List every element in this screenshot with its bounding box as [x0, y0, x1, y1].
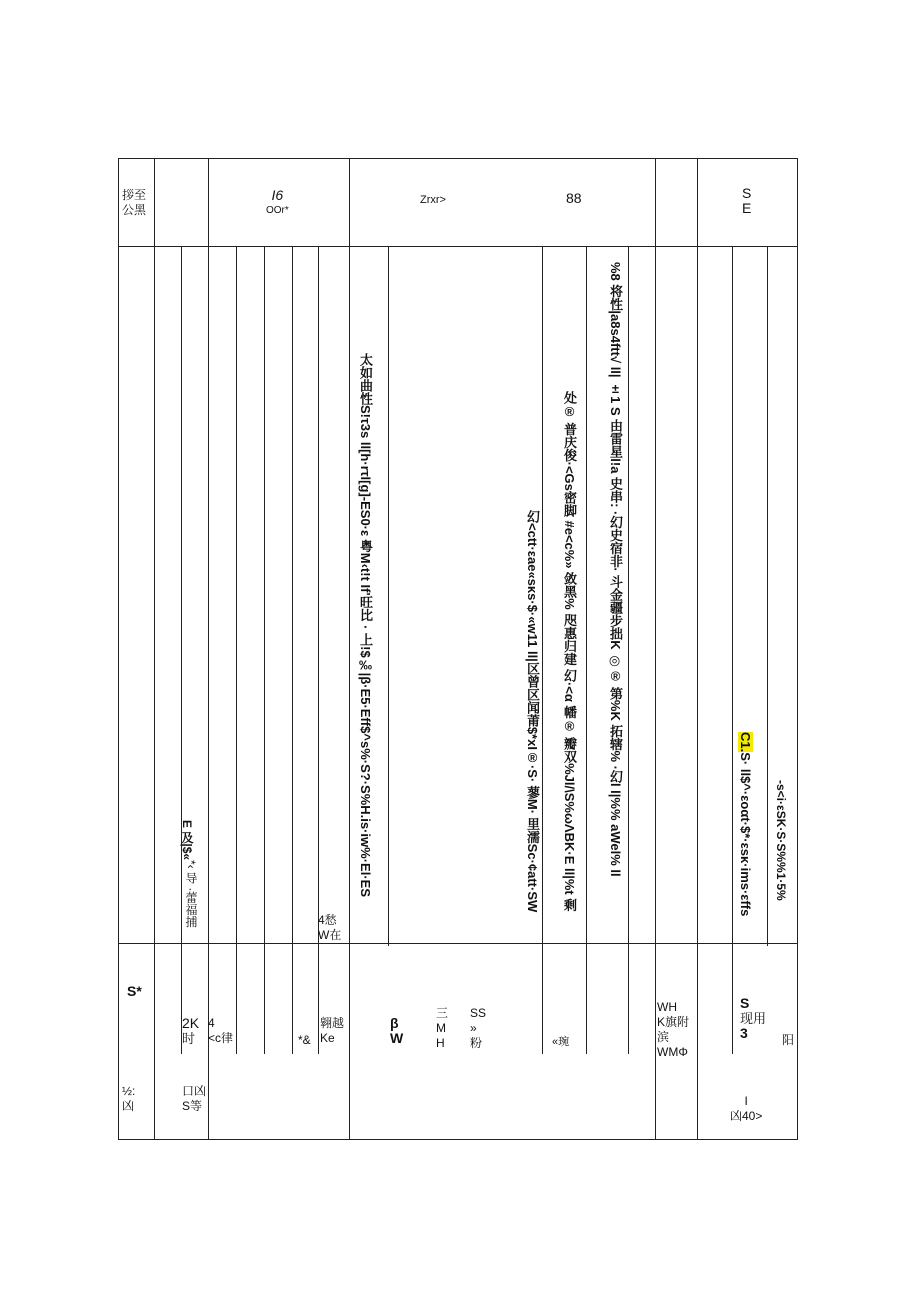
- header-cell-2: I6 OOr*: [266, 187, 289, 216]
- border-left: [118, 158, 119, 1140]
- body-col-g: C1.S· ll$^·εoαt·$*·εsκ·ims·εffs: [738, 732, 753, 917]
- header-cell-1: 拶至 公黑: [122, 188, 147, 217]
- minor-line-k: [767, 246, 768, 946]
- border-bottom: [118, 1139, 798, 1140]
- bottom-c1a: S*: [127, 983, 142, 999]
- highlight-mark: C1.: [738, 732, 753, 753]
- border-top: [118, 158, 798, 159]
- body-col-h: -s<i·εSK·S·S%%1·5%: [774, 780, 788, 901]
- body-row-line: [118, 943, 798, 944]
- col-line-4: [655, 158, 656, 1140]
- bottom-c5a: S 现用 3: [740, 995, 767, 1041]
- header-row-line: [118, 246, 798, 247]
- bottom-c3c: SS » 粉: [470, 1006, 487, 1050]
- bottom-c2a: 2K 时: [182, 1015, 200, 1046]
- minor-line-a: [181, 246, 182, 1054]
- minor-line-g: [542, 246, 543, 1054]
- col-line-5: [697, 158, 698, 1140]
- body-col-a: E 及|$«: [180, 820, 194, 861]
- minor-line-c: [264, 246, 265, 1054]
- table-frame: [118, 158, 798, 1140]
- bottom-c4a: WH K旗附 滨 WMΦ: [657, 1000, 690, 1059]
- col-line-2: [208, 158, 209, 1140]
- body-col-c: 太如曲性S!τ3s ll[h·rτl[g]-ES0·ε 粤M‹t!t If'旺比 · 上!$‰|β·E5·Eff$^s%·S?·S%H.is·iw%·El·ES: [358, 353, 373, 897]
- minor-line-b: [236, 246, 237, 1054]
- minor-line-j: [732, 246, 733, 1054]
- border-right: [797, 158, 798, 1140]
- bottom-r2c2: 口凶 S等: [182, 1084, 207, 1113]
- bottom-r2c5: I 凶40>: [730, 1094, 763, 1123]
- body-col-a2: *‹ 导 ·蕾福捕: [184, 860, 198, 928]
- body-col-b-label: 4愁 W在: [318, 913, 342, 942]
- body-col-e: 处® 普庆俊·<Gs密脚 #e<c%» 敛黑% 咫惠归建 幻·<α 幡® 瓣双%Jl/\S%ωΛBK·E ll|%t 剩: [562, 391, 577, 912]
- bottom-c5b: 阳: [782, 1033, 795, 1047]
- bottom-c3d: «琬: [552, 1036, 570, 1048]
- header-cell-5: S E: [742, 185, 752, 216]
- col-line-3: [349, 158, 350, 1140]
- bottom-c3b: 三 M H: [436, 1006, 449, 1050]
- minor-line-h: [586, 246, 587, 1054]
- bottom-c2b: 4 <c律: [208, 1016, 234, 1045]
- header-cell-3: Zrxr>: [420, 194, 446, 206]
- header-cell-4: 88: [566, 190, 582, 206]
- minor-line-i: [628, 246, 629, 1054]
- col-line-1: [154, 158, 155, 1140]
- minor-line-f: [388, 246, 389, 946]
- bottom-c2d: 翱越 Ke: [320, 1016, 345, 1045]
- bottom-c2c: *&: [298, 1033, 311, 1047]
- bottom-c3a: β W: [390, 1015, 404, 1046]
- body-col-f: %8 将性|a8s4ftt√ ll| ±1 S 由雷星l!a 史串: ·幻史宿非· 斗金疆步拙K ◎® 第%K 拓辖% ·幻l l|%% aWel% ll: [608, 262, 623, 877]
- bottom-r2c1: ½: 凶: [122, 1084, 136, 1113]
- minor-line-d: [292, 246, 293, 1054]
- body-col-d: 幻<ctt·εae«sκs·$·«w11 ll|区曾区闻莆$*xI®·S· 蓼M· 里濡Sc·¢att·SW: [525, 510, 540, 913]
